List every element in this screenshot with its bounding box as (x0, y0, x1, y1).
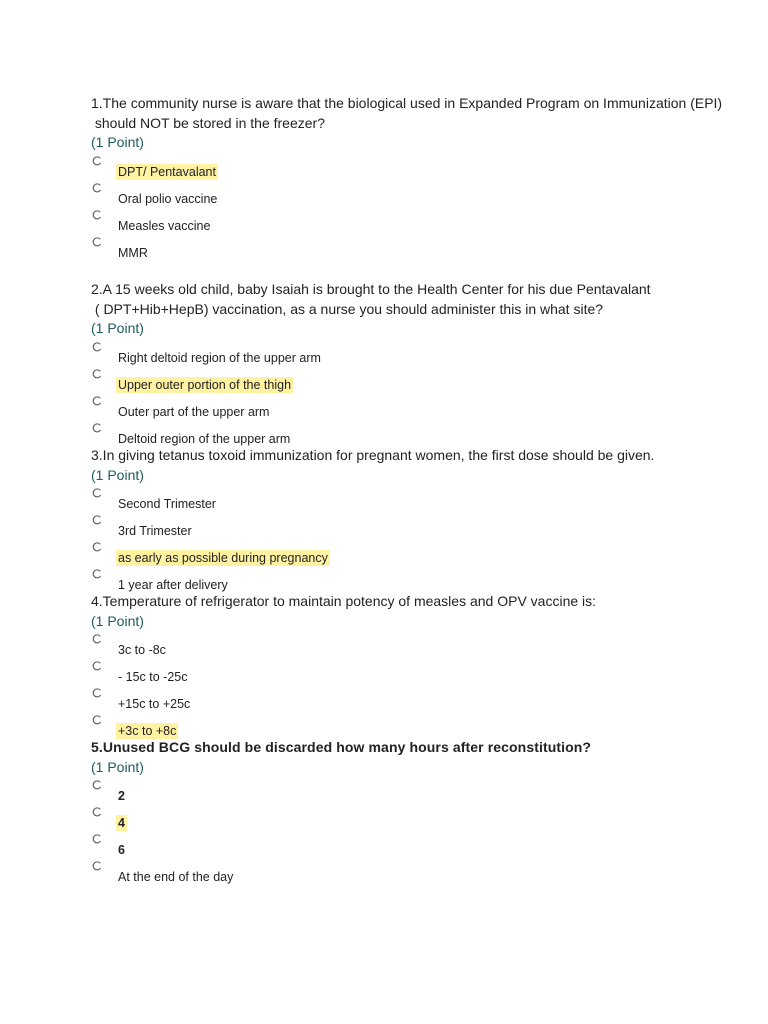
answer-option[interactable] (91, 153, 731, 180)
radio-circle-icon[interactable] (92, 207, 102, 217)
answer-option[interactable] (91, 831, 731, 858)
question-text: 3.In giving tetanus toxoid immunization for pregnant women, the first dose should be given. (91, 447, 655, 463)
answer-option-label[interactable]: Deltoid region of the upper arm (118, 431, 291, 446)
question-points: (1 Point) (91, 320, 144, 336)
radio-circle-icon[interactable] (92, 804, 102, 814)
radio-circle-icon[interactable] (92, 631, 102, 641)
answer-option[interactable] (91, 366, 731, 393)
question-2 (91, 280, 731, 447)
radio-circle-icon[interactable] (92, 420, 102, 430)
answer-option-label[interactable]: Outer part of the upper arm (118, 404, 270, 419)
answer-option[interactable] (91, 712, 731, 739)
radio-circle-icon[interactable] (92, 485, 102, 495)
radio-circle-icon[interactable] (92, 685, 102, 695)
radio-circle-icon[interactable] (92, 180, 102, 190)
question-points: (1 Point) (91, 466, 144, 483)
answer-option-label[interactable]: Upper outer portion of the thigh (118, 377, 292, 392)
question-4 (91, 592, 731, 739)
answer-option-label[interactable]: Right deltoid region of the upper arm (118, 350, 321, 365)
answer-option[interactable] (91, 393, 731, 420)
question-text: 1.The community nurse is aware that the biological used in Expanded Program on Immunization (EPI) should NOT be stored in the freezer? (91, 95, 723, 131)
answer-option-label[interactable]: 3c to -8c (118, 643, 166, 657)
radio-circle-icon[interactable] (92, 566, 102, 576)
radio-circle-icon[interactable] (92, 339, 102, 349)
question-text: 5.Unused BCG should be discarded how many hours after reconstitution? (91, 739, 592, 755)
question-points: (1 Point) (91, 758, 144, 775)
answer-option[interactable] (91, 234, 731, 261)
answer-option[interactable] (91, 658, 731, 685)
answer-option-label[interactable]: +3c to +8c (118, 724, 177, 738)
question-points: (1 Point) (91, 134, 144, 150)
answer-option-label[interactable]: At the end of the day (118, 870, 234, 884)
answer-option-label[interactable]: MMR (118, 245, 148, 260)
radio-circle-icon[interactable] (92, 858, 102, 868)
answer-option-label[interactable]: 2 (118, 789, 125, 803)
answer-option-label[interactable]: 3rd Trimester (118, 524, 192, 538)
answer-option-label[interactable]: 6 (118, 843, 125, 857)
question-text: 4.Temperature of refrigerator to maintain potency of measles and OPV vaccine is: (91, 593, 597, 609)
answer-option[interactable] (91, 339, 731, 366)
radio-circle-icon[interactable] (92, 831, 102, 841)
radio-circle-icon[interactable] (92, 777, 102, 787)
answer-option-label[interactable]: +15c to +25c (118, 697, 191, 711)
question-text: 2.A 15 weeks old child, baby Isaiah is brought to the Health Center for his due Pentavalant ( DPT+Hib+HepB) vaccination, as a nurse you should administer this in what site? (91, 281, 651, 317)
answer-option[interactable] (91, 858, 731, 885)
question-3 (91, 446, 731, 593)
answer-option[interactable] (91, 207, 731, 234)
answer-option-label[interactable]: 4 (118, 816, 125, 830)
answer-option[interactable] (91, 566, 731, 593)
answer-option-label[interactable]: 1 year after delivery (118, 578, 228, 592)
radio-circle-icon[interactable] (92, 712, 102, 722)
question-5 (91, 738, 731, 885)
radio-circle-icon[interactable] (92, 512, 102, 522)
answer-option[interactable] (91, 631, 731, 658)
radio-circle-icon[interactable] (92, 393, 102, 403)
question-points: (1 Point) (91, 612, 144, 629)
question-1 (91, 94, 731, 261)
answer-option-label[interactable]: - 15c to -25c (118, 670, 188, 684)
answer-option[interactable] (91, 485, 731, 512)
answer-option[interactable] (91, 512, 731, 539)
answer-option-label[interactable]: Second Trimester (118, 497, 216, 511)
radio-circle-icon[interactable] (92, 366, 102, 376)
answer-option[interactable] (91, 804, 731, 831)
answer-option[interactable] (91, 777, 731, 804)
answer-option[interactable] (91, 539, 731, 566)
answer-option[interactable] (91, 180, 731, 207)
answer-option-label[interactable]: Measles vaccine (118, 218, 211, 233)
radio-circle-icon[interactable] (92, 153, 102, 163)
answer-option-label[interactable]: as early as possible during pregnancy (118, 551, 328, 565)
answer-option-label[interactable]: DPT/ Pentavalant (118, 164, 216, 179)
answer-option-label[interactable]: Oral polio vaccine (118, 191, 218, 206)
radio-circle-icon[interactable] (92, 234, 102, 244)
radio-circle-icon[interactable] (92, 539, 102, 549)
answer-option[interactable] (91, 420, 731, 447)
radio-circle-icon[interactable] (92, 658, 102, 668)
answer-option[interactable] (91, 685, 731, 712)
